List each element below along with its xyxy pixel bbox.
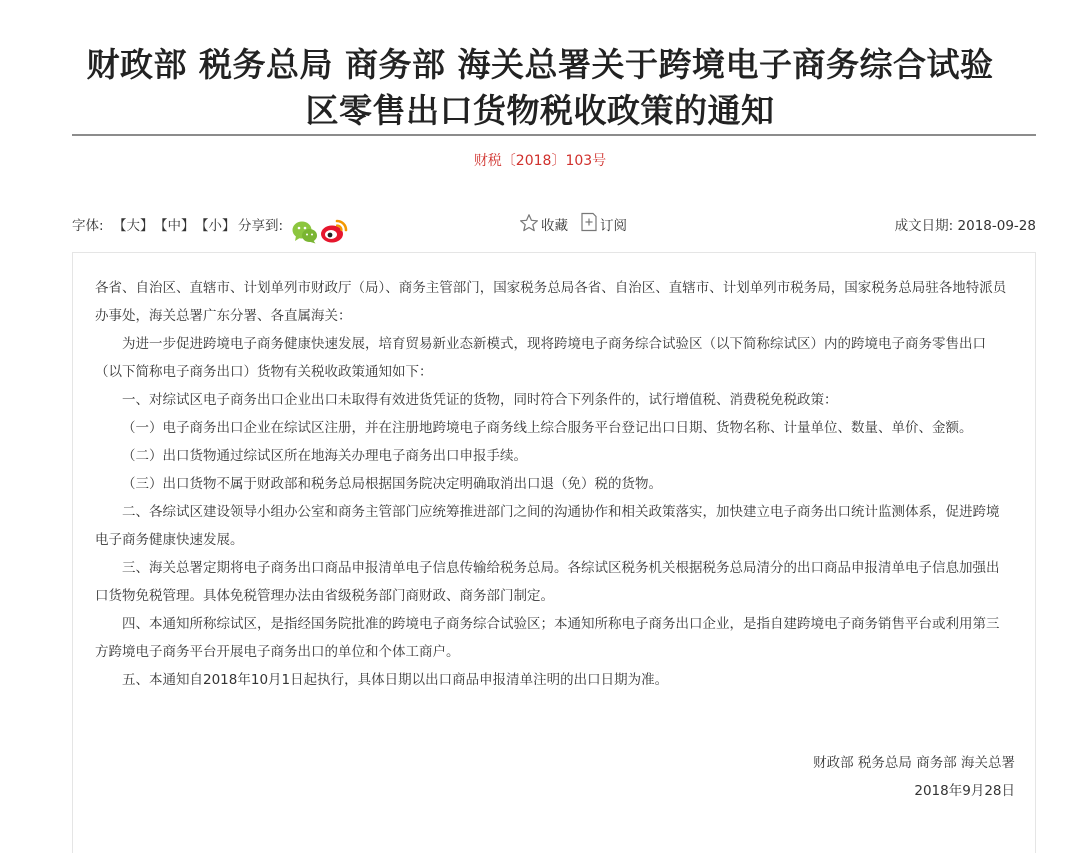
document-content <box>95 274 1011 694</box>
article-toolbar <box>72 212 1036 242</box>
share-label: 分享到: <box>238 218 284 234</box>
sign-date: 2018年9月28日 <box>914 783 1015 799</box>
paragraph: 三、海关总署定期将电子商务出口商品申报清单电子信息传输给税务总局。各综试区税务机关根据税务总局清分的出口商品申报清单电子信息加强出口货物免税管理。具体免税管理办法由省级税务部门商财政、商务部门制定。 <box>95 560 1000 604</box>
font-medium-button[interactable]: 【中】 <box>154 218 195 234</box>
publish-date-value: 2018-09-28 <box>957 218 1036 234</box>
document-number: 财税〔2018〕103号 <box>473 153 607 169</box>
title-divider <box>72 134 1036 136</box>
font-size-label: 字体: <box>72 218 104 234</box>
signatories: 财政部 税务总局 商务部 海关总署 <box>813 755 1015 771</box>
wechat-share-icon[interactable] <box>292 220 318 244</box>
font-large-button[interactable]: 【大】 <box>113 218 154 234</box>
paragraph: 四、本通知所称综试区，是指经国务院批准的跨境电子商务综合试验区；本通知所称电子商务出口企业，是指自建跨境电子商务销售平台或利用第三方跨境电子商务平台开展电子商务出口的单位和个体工商户。 <box>95 616 1000 660</box>
subscribe-label: 订阅 <box>600 218 627 234</box>
publish-date <box>895 214 1036 234</box>
paragraph: （三）出口货物不属于财政部和税务总局根据国务院决定明确取消出口退（免）税的货物。 <box>122 476 662 492</box>
page-title <box>0 42 1080 134</box>
font-small-button[interactable]: 【小】 <box>195 218 236 234</box>
paragraph: 五、本通知自2018年10月1日起执行，具体日期以出口商品申报清单注明的出口日期为准。 <box>122 672 669 688</box>
document-body-panel <box>72 252 1036 853</box>
paragraph: 二、各综试区建设领导小组办公室和商务主管部门应统筹推进部门之间的沟通协作和相关政策落实，加快建立电子商务出口统计监测体系，促进跨境电子商务健康快速发展。 <box>95 504 1000 548</box>
star-icon <box>519 213 539 233</box>
weibo-share-icon[interactable] <box>320 218 348 244</box>
collect-label: 收藏 <box>541 218 568 234</box>
subscribe-icon <box>580 212 598 232</box>
publish-date-label: 成文日期: <box>894 218 954 234</box>
paragraph: （一）电子商务出口企业在综试区注册，并在注册地跨境电子商务线上综合服务平台登记出口日期、货物名称、计量单位、数量、单价、金额。 <box>122 420 973 436</box>
signature-block <box>813 749 1015 805</box>
title-line-2: 区零售出口货物税收政策的通知 <box>305 91 775 130</box>
paragraph: 为进一步促进跨境电子商务健康快速发展，培育贸易新业态新模式，现将跨境电子商务综合试验区（以下简称综试区）内的跨境电子商务零售出口（以下简称电子商务出口）货物有关税收政策通知如下： <box>95 336 986 380</box>
paragraph: 一、对综试区电子商务出口企业出口未取得有效进货凭证的货物，同时符合下列条件的，试行增值税、消费税免税政策： <box>122 392 838 408</box>
addressee: 各省、自治区、直辖市、计划单列市财政厅（局）、商务主管部门，国家税务总局各省、自治区、直辖市、计划单列市税务局，国家税务总局驻各地特派员办事处，海关总署广东分署、各直属海关： <box>95 280 1007 324</box>
paragraph: （二）出口货物通过综试区所在地海关办理电子商务出口申报手续。 <box>122 448 527 464</box>
title-line-1: 财政部 税务总局 商务部 海关总署关于跨境电子商务综合试验 <box>86 45 994 84</box>
